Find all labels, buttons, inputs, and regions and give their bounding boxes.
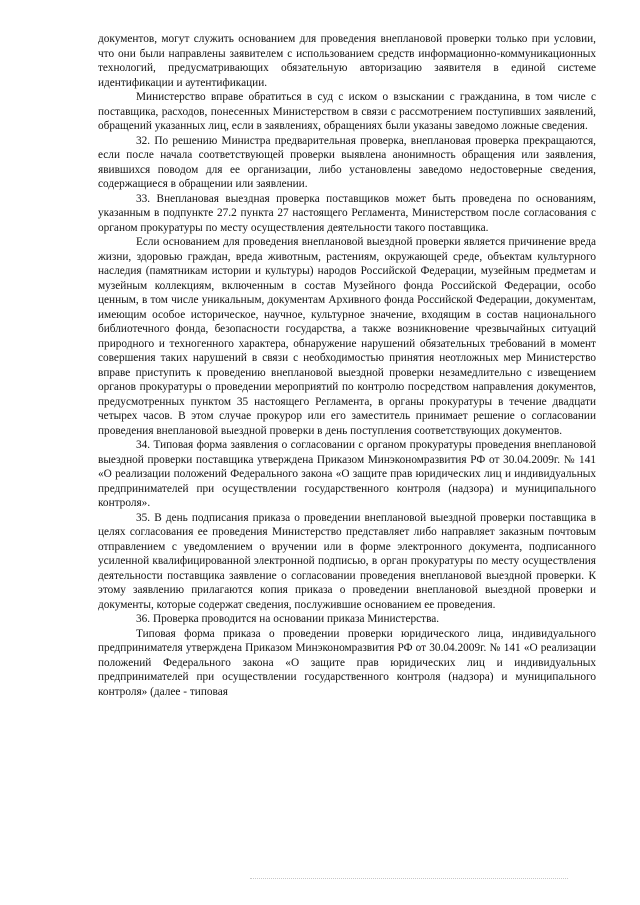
- paragraph: 32. По решению Министра предварительная проверка, внеплановая проверка прекращаются, если после начала соответствующей проверки выявлена анонимность обращения или заявления, явившихся поводом для ее организации, либо установлены заведомо недостоверные сведения, содержащиеся в обращении или заявлении.: [98, 134, 596, 190]
- paragraph: Если основанием для проведения внеплановой выездной проверки является причинение вреда жизни, здоровью граждан, вреда животным, растениям, окружающей среде, объектам культурного наследия (памятникам истории и культуры) народов Российской Федерации, музейным предметам и музейным коллекциям, включенным в состав Музейного фонда Российской Федерации, особо ценным, в том числе уникальным, документам Архивного фонда Российской Федерации, документам, имеющим особое историческое, научное, культурное значение, входящим в состав национального библиотечного фонда, безопасности государства, а также возникновение чрезвычайных ситуаций природного и техногенного характера, обнаружение нарушений обязательных требований в момент совершения таких нарушений в связи с необходимостью принятия неотложных мер Министерство вправе приступить к проведению внеплановой выездной проверки незамедлительно с извещением органов прокуратуры о проведении мероприятий по контролю посредством направления документов, предусмотренных пунктом 35 настоящего Регламента, в органы прокуратуры в течение двадцати четырех часов. В этом случае прокурор или его заместитель принимает решение о согласовании проведения внеплановой выездной проверки в день поступления соответствующих документов.: [98, 236, 596, 437]
- paragraph: документов, могут служить основанием для проведения внеплановой проверки только при условии, что они были направлены заявителем с использованием средств информационно-коммуникационных технологий, предусматривающих обязательную авторизацию заявителя в единой системе идентификации и аутентификации.: [98, 33, 596, 89]
- scan-artifact-line: [250, 878, 568, 879]
- paragraph: 34. Типовая форма заявления о согласовании с органом прокуратуры проведения внеплановой выездной проверки поставщика утверждена Приказом Минэкономразвития РФ от 30.04.2009г. № 141 «О реализации положений Федерального закона «О защите прав юридических лиц и индивидуальных предпринимателей при осуществлении государственного контроля (надзора) и муниципального контроля».: [98, 439, 596, 509]
- document-body: [98, 32, 596, 699]
- paragraph: 33. Внеплановая выездная проверка поставщиков может быть проведена по основаниям, указанным в подпункте 27.2 пункта 27 настоящего Регламента, Министерством после согласования с органом прокуратуры по месту осуществления деятельности такого поставщика.: [98, 192, 596, 234]
- paragraph: Министерство вправе обратиться в суд с иском о взыскании с гражданина, в том числе с поставщика, расходов, понесенных Министерством в связи с рассмотрением поступивших заявлений, обращений указанных лиц, если в заявлениях, обращениях были указаны заведомо ложные сведения.: [98, 91, 596, 132]
- paragraph: Типовая форма приказа о проведении проверки юридического лица, индивидуального предпринимателя утверждена Приказом Минэкономразвития РФ от 30.04.2009г. № 141 «О реализации положений Федерального закона «О защите прав юридических лиц и индивидуальных предпринимателей при осуществлении государственного контроля (надзора) и муниципального контроля» (далее - типовая: [98, 627, 596, 698]
- paragraph: 36. Проверка проводится на основании приказа Министерства.: [136, 613, 440, 625]
- paragraph: 35. В день подписания приказа о проведении внеплановой выездной проверки поставщика в целях согласования ее проведения Министерство представляет либо направляет заказным почтовым отправлением с уведомлением о вручении или в форме электронного документа, подписанного усиленной квалифицированной электронной подписью, в орган прокуратуры по месту осуществления деятельности поставщика заявление о согласовании проведения внеплановой выездной проверки. К этому заявлению прилагаются копия приказа о проведении внеплановой выездной проверки и документы, которые содержат сведения, послужившие основанием ее проведения.: [98, 511, 596, 611]
